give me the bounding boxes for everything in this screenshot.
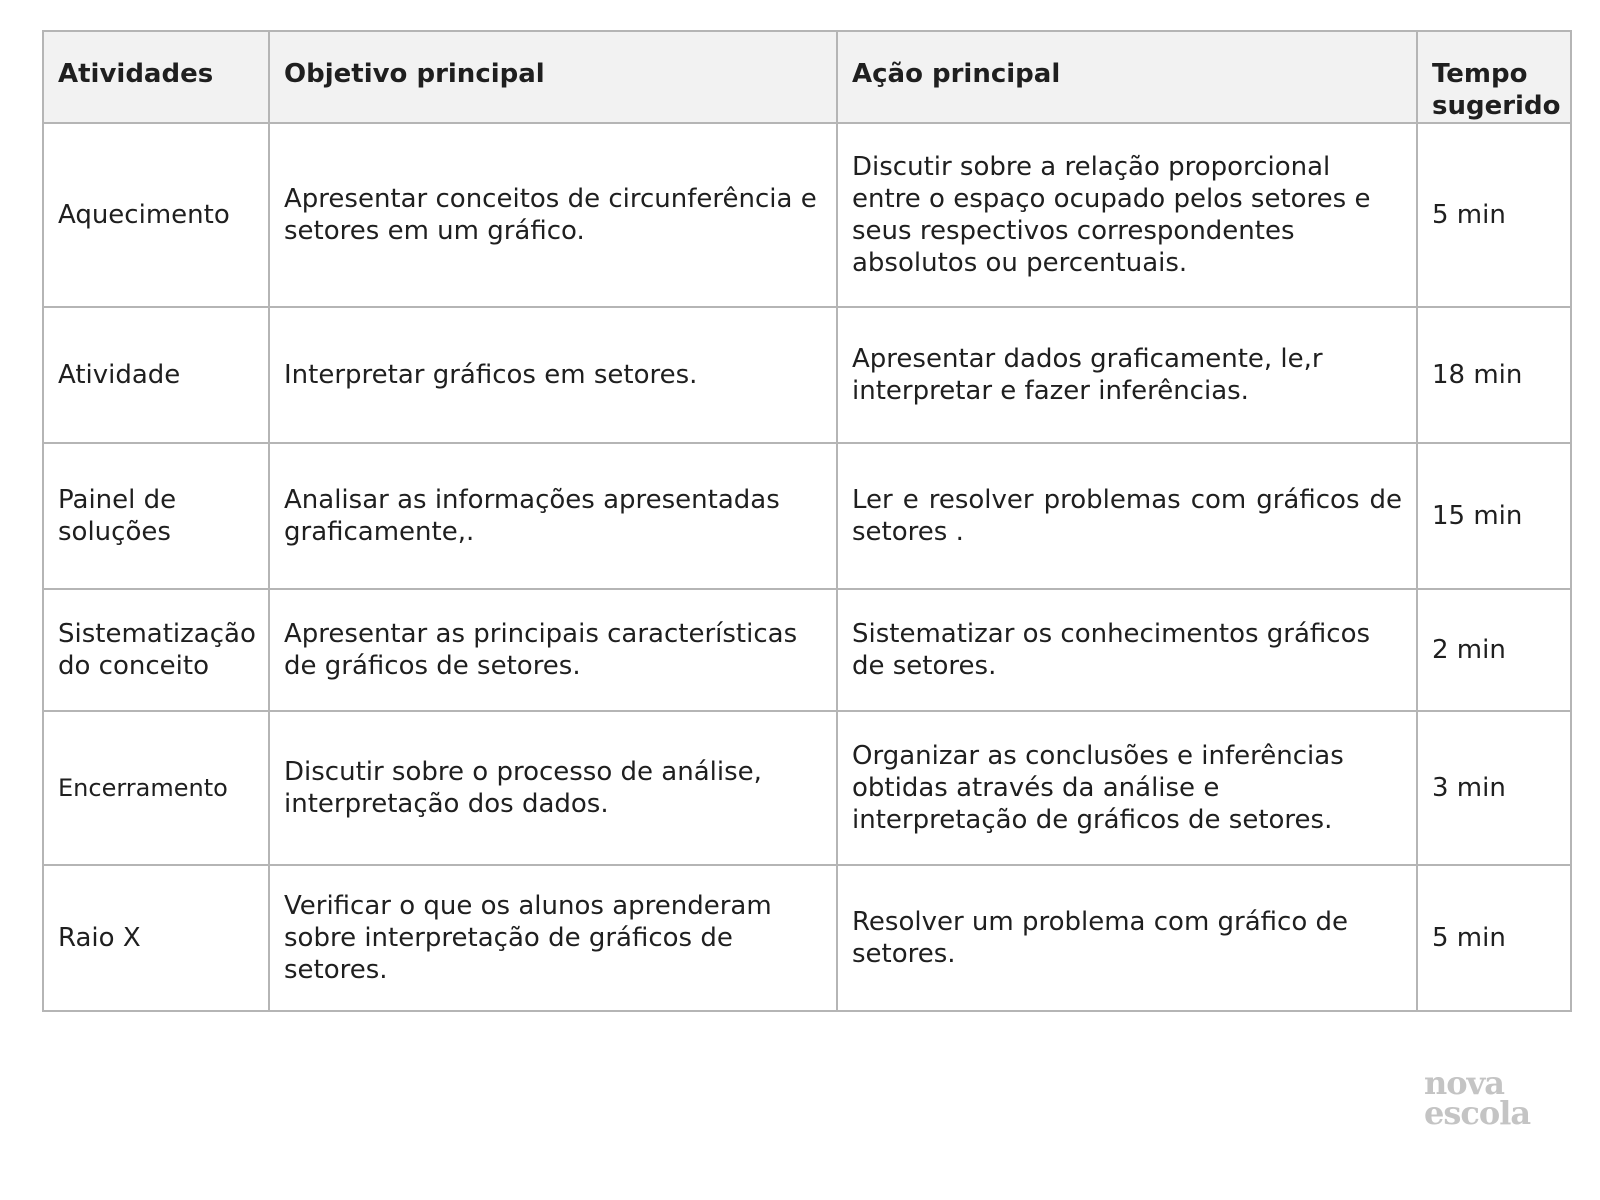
cell-acao: Apresentar dados graficamente, le,r interpretar e fazer inferências. (837, 307, 1417, 443)
header-objetivo: Objetivo principal (269, 31, 837, 123)
nova-escola-logo (1424, 1064, 1544, 1132)
cell-acao: Discutir sobre a relação proporcional entre o espaço ocupado pelos setores e seus respectivos correspondentes absolutos ou percentuais. (837, 123, 1417, 307)
cell-tempo: 5 min (1417, 865, 1571, 1011)
cell-objetivo: Apresentar conceitos de circunferência e setores em um gráfico. (269, 123, 837, 307)
cell-objetivo: Apresentar as principais características de gráficos de setores. (269, 589, 837, 711)
cell-tempo: 18 min (1417, 307, 1571, 443)
header-tempo: Tempo sugerido (1417, 31, 1571, 123)
cell-acao: Organizar as conclusões e inferências obtidas através da análise e interpretação de gráficos de setores. (837, 711, 1417, 865)
table-row (43, 865, 1571, 1011)
cell-acao: Resolver um problema com gráfico de setores. (837, 865, 1417, 1011)
cell-atividade: Painel de soluções (43, 443, 269, 589)
logo-line-escola: escola (1424, 1094, 1531, 1132)
table-header-row (43, 31, 1571, 123)
cell-atividade: Raio X (43, 865, 269, 1011)
cell-objetivo: Interpretar gráficos em setores. (269, 307, 837, 443)
cell-acao: Ler e resolver problemas com gráficos de setores . (837, 443, 1417, 589)
logo-line-nova: nova (1424, 1064, 1504, 1102)
table-row (43, 589, 1571, 711)
cell-atividade: Aquecimento (43, 123, 269, 307)
cell-tempo: 2 min (1417, 589, 1571, 711)
header-acao: Ação principal (837, 31, 1417, 123)
cell-acao: Sistematizar os conhecimentos gráficos de setores. (837, 589, 1417, 711)
cell-objetivo: Discutir sobre o processo de análise, interpretação dos dados. (269, 711, 837, 865)
cell-atividade: Sistematização do conceito (43, 589, 269, 711)
cell-tempo: 3 min (1417, 711, 1571, 865)
table-row (43, 711, 1571, 865)
cell-tempo: 15 min (1417, 443, 1571, 589)
cell-tempo: 5 min (1417, 123, 1571, 307)
cell-objetivo: Analisar as informações apresentadas graficamente,. (269, 443, 837, 589)
lesson-plan-table (42, 30, 1572, 1012)
cell-objetivo: Verificar o que os alunos aprenderam sobre interpretação de gráficos de setores. (269, 865, 837, 1011)
cell-atividade: Atividade (43, 307, 269, 443)
cell-atividade: Encerramento (43, 711, 269, 865)
header-atividades: Atividades (43, 31, 269, 123)
table-row (43, 443, 1571, 589)
table-row (43, 307, 1571, 443)
table-row (43, 123, 1571, 307)
